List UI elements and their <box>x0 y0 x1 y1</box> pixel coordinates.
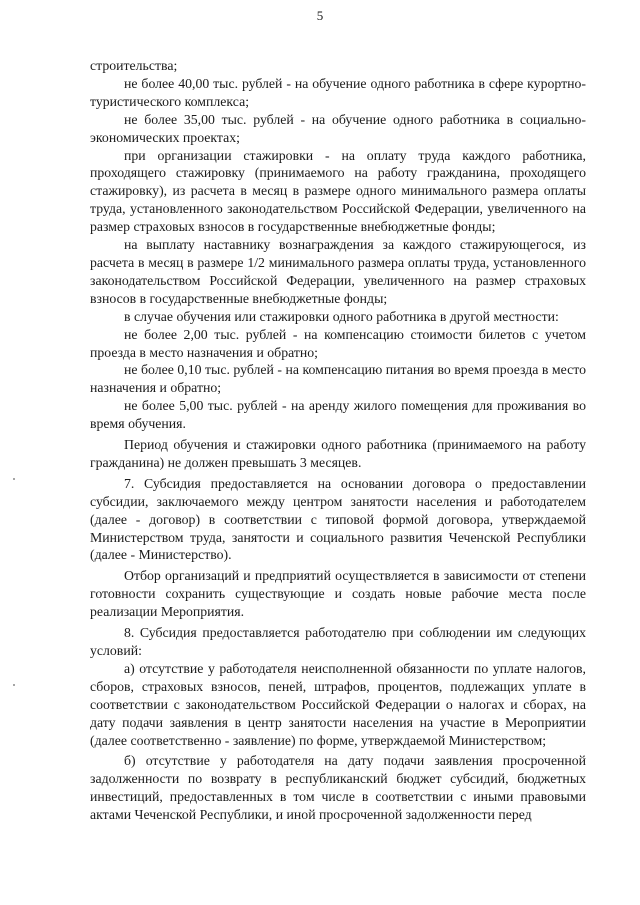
scan-speck <box>13 684 15 686</box>
paragraph: не более 2,00 тыс. рублей - на компенсацию стоимости билетов с учетом проезда в место назначения и обратно; <box>90 326 586 360</box>
paragraph: при организации стажировки - на оплату труда каждого работника, проходящего стажировку (принимаемого на работу гражданина, проходящего стажировку), из расчета в месяц в размере одного минимального размера оплаты труда, установленного законодательством Российской Федерации, увеличенного на размер страховых взносов в государственные внебюджетные фонды; <box>90 147 586 235</box>
paragraph: не более 40,00 тыс. рублей - на обучение одного работника в сфере курортно-туристического комплекса; <box>90 75 586 109</box>
scan-speck <box>13 478 15 480</box>
paragraph: 8. Субсидия предоставляется работодателю при соблюдении им следующих условий: <box>90 625 586 658</box>
paragraph: строительства; <box>90 58 178 73</box>
paragraph: в случае обучения или стажировки одного работника в другой местности: <box>124 308 559 324</box>
paragraph: не более 35,00 тыс. рублей - на обучение одного работника в социально-экономических проектах; <box>90 111 586 145</box>
paragraph: 7. Субсидия предоставляется на основании договора о предоставлении субсидии, заключаемого между центром занятости населения и работодателем (далее - договор) в соответствии с типовой формой договора, утверждаемой Министерством труда, занятости и социального развития Чеченской Республики (далее - Министерство). <box>90 475 586 563</box>
paragraph: не более 0,10 тыс. рублей - на компенсацию питания во время проезда в место назначения и обратно; <box>90 362 586 396</box>
page-number: 5 <box>316 8 324 23</box>
document-body <box>90 57 586 824</box>
paragraph: не более 5,00 тыс. рублей - на аренду жилого помещения для проживания во время обучения. <box>90 398 586 432</box>
paragraph: Период обучения и стажировки одного работника (принимаемого на работу гражданина) не должен превышать 3 месяцев. <box>90 437 586 470</box>
paragraph: Отбор организаций и предприятий осуществляется в зависимости от степени готовности сохранить существующие и создать новые рабочие места после реализации Мероприятия. <box>90 568 586 620</box>
paragraph: а) отсутствие у работодателя неисполненной обязанности по уплате налогов, сборов, страховых взносов, пеней, штрафов, процентов, подлежащих уплате в соответствии с законодательством Российской Федерации о налогах и сборах, на дату подачи заявления в центр занятости населения на участие в Мероприятии (далее соответственно - заявление) по форме, утверждаемой Министерством; <box>90 660 586 748</box>
paragraph: б) отсутствие у работодателя на дату подачи заявления просроченной задолженности по возврату в республиканский бюджет субсидий, бюджетных инвестиций, предоставленных в том числе в соответствии с иными правовыми актами Чеченской Республики, и иной просроченной задолженности перед <box>90 753 586 823</box>
paragraph: на выплату наставнику вознаграждения за каждого стажирующегося, из расчета в месяц в размере 1/2 минимального размера оплаты труда, установленного законодательством Российской Федерации, увеличенного на размер страховых взносов в государственные внебюджетные фонды; <box>90 237 586 306</box>
